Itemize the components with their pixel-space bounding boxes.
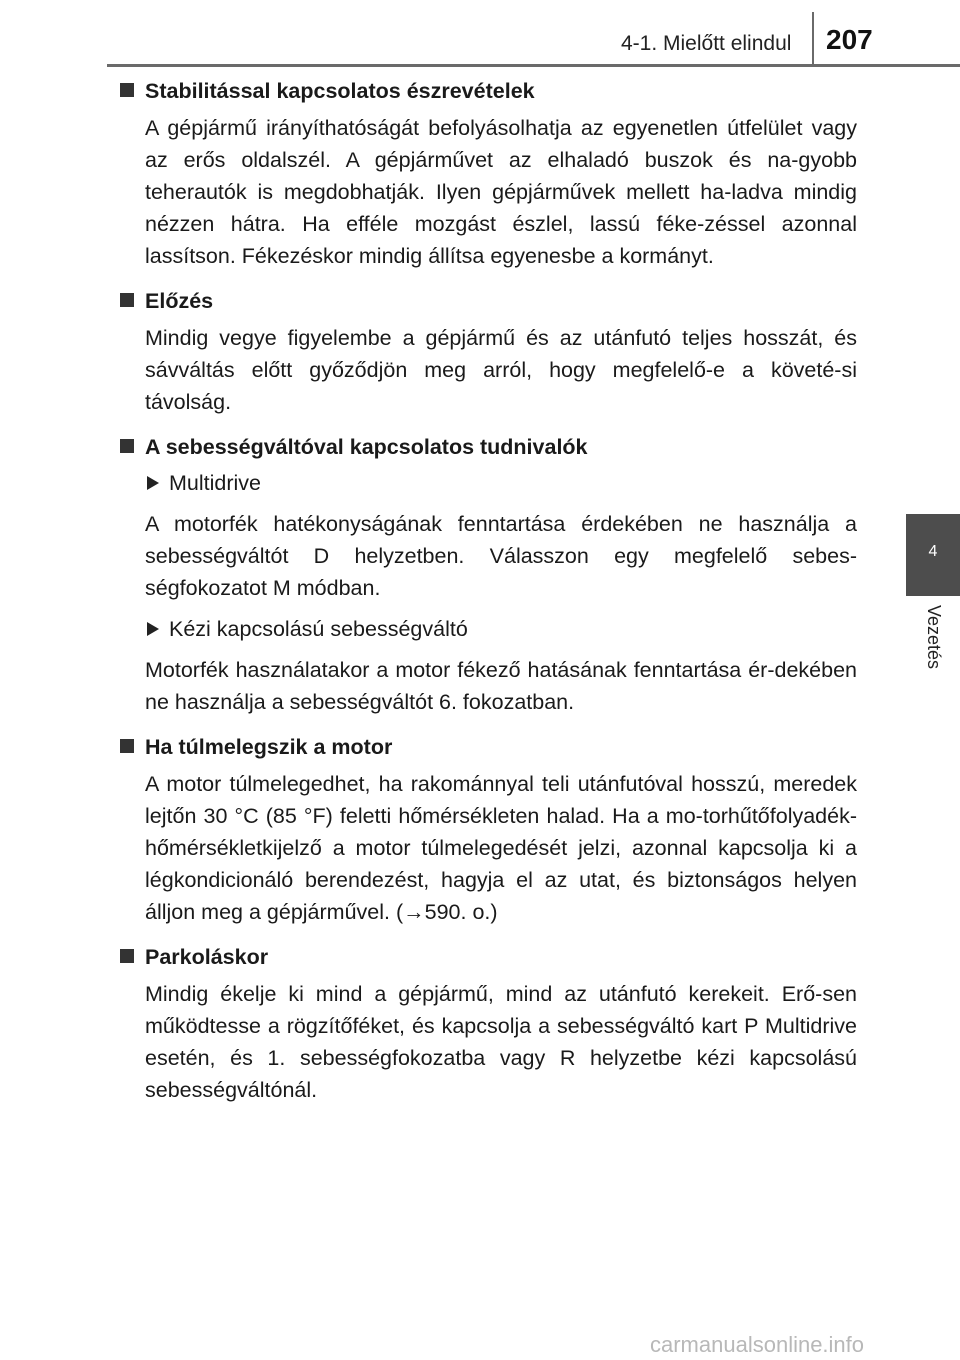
watermark: carmanualsonline.info [650,1332,865,1357]
paragraph: A motorfék hatékonyságának fenntartása érdekében ne használja a sebességváltót D helyzetben. Válasszon egy megfelelő sebes-ségfokozatot M módban. [145,512,857,600]
square-bullet-icon [120,293,134,307]
section-heading [120,76,857,106]
section-title: 4-1. Mielőtt elindul [621,32,792,55]
triangle-arrow-icon [147,476,159,490]
sub-heading [145,614,857,644]
sub-heading-text: Kézi kapcsolású sebességváltó [169,617,468,641]
square-bullet-icon [120,949,134,963]
page-number: 207 [826,24,873,55]
square-bullet-icon [120,739,134,753]
section-heading [120,942,857,972]
section-overtaking [120,286,857,418]
section-overheating [120,732,857,928]
heading-text: Előzés [145,289,214,313]
paragraph: Motorfék használatakor a motor fékező hatásának fenntartása ér-dekében ne használja a sebességváltót 6. fokozatban. [145,658,857,714]
section-transmission [120,432,857,718]
chapter-label: Vezetés [924,605,944,670]
section-heading [120,732,857,762]
heading-text: A sebességváltóval kapcsolatos tudnivalók [145,435,588,459]
heading-text: Parkoláskor [145,945,269,969]
paragraph: A gépjármű irányíthatóságát befolyásolhatja az egyenetlen útfelület vagy az erős oldalszél. A gépjárművet az elhaladó buszok és na-gyobb teherautók is megdobhatják. Ilyen gépjárművek mellett ha-ladva mindig nézzen hátra. Ha efféle mozgást észlel, lassú féke-zéssel azonnal lassítson. Fékezéskor mindig állítsa egyenesbe a kormányt. [145,116,857,268]
section-stability [120,76,857,272]
sub-heading [145,468,857,498]
section-heading [120,286,857,316]
section-parking [120,942,857,1106]
paragraph: Mindig vegye figyelembe a gépjármű és az utánfutó teljes hosszát, és sávváltás előtt győződjön meg arról, hogy megfelelő-e a követé-si távolság. [145,326,857,414]
section-heading [120,432,857,462]
triangle-arrow-icon [147,622,159,636]
heading-text: Stabilitással kapcsolatos észrevételek [145,79,535,103]
sub-heading-text: Multidrive [169,471,261,495]
chapter-number: 4 [928,543,938,560]
header-divider [812,12,814,64]
square-bullet-icon [120,83,134,97]
paragraph: A motor túlmelegedhet, ha rakománnyal teli utánfutóval hosszú, meredek lejtőn 30 °C (85 °F) feletti hőmérsékleten halad. Ha a mo-torhűtőfolyadék-hőmérsékletkijelző a motor túlmelegedését jelzi, azonnal kapcsolja ki a légkondicionáló berendezést, hagyja el az utat, és biztonságos helyen álljon meg a gépjárművel. (→590. o.) [145,772,857,924]
heading-text: Ha túlmelegszik a motor [145,735,393,759]
chapter-tab[interactable] [906,514,960,596]
paragraph: Mindig ékelje ki mind a gépjármű, mind az utánfutó kerekeit. Erő-sen működtesse a rögzítőféket, és kapcsolja a sebességváltó kart P Multidrive esetén, és 1. sebességfokozatba vagy R helyzetbe kézi kapcsolású sebességváltónál. [145,982,857,1102]
header-rule [107,64,960,67]
page-content [120,76,857,1120]
square-bullet-icon [120,439,134,453]
